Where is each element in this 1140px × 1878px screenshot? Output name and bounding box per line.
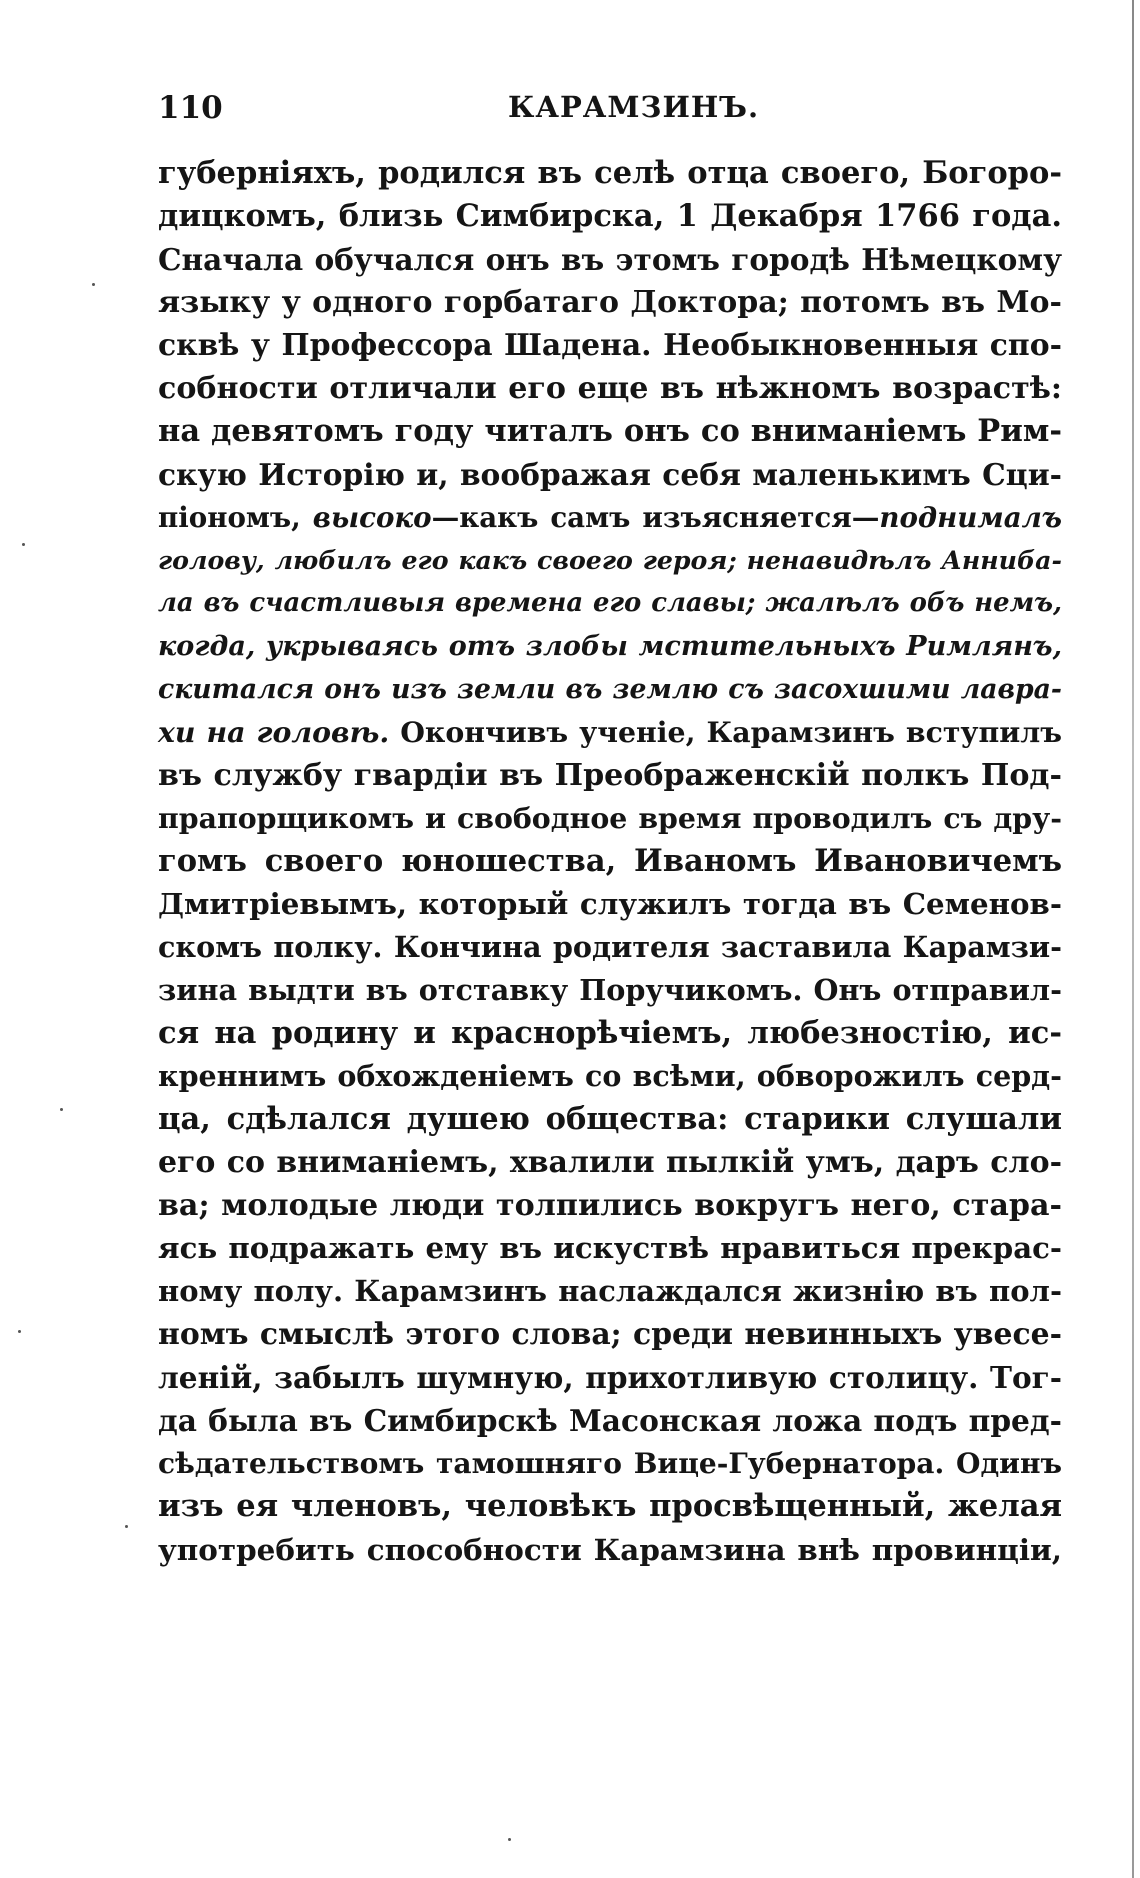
italic-segment: скитался онъ изъ земли въ землю съ засохшими лавра-	[158, 674, 1062, 705]
italic-segment: когда, укрываясь отъ злобы мстительныхъ Римлянъ,	[158, 631, 1062, 662]
text-line	[158, 926, 1062, 969]
text-segment: употребить способности Карамзина внѣ провинціи,	[158, 1532, 1062, 1567]
text-segment: его со вниманіемъ, хвалили пылкій умъ, даръ сло-	[158, 1145, 1062, 1180]
text-segment: Окончивъ ученіе, Карамзинъ вступилъ	[389, 715, 1062, 749]
text-line	[158, 1528, 1062, 1571]
text-segment: —какъ самъ изъясняется—	[431, 501, 880, 534]
text-segment: ясь подражать ему въ искуствѣ нравиться прекрас-	[158, 1231, 1062, 1265]
text-line	[158, 1141, 1062, 1184]
text-segment: гомъ своего юношества, Иваномъ Ивановичемъ	[158, 843, 1062, 879]
text-segment: Дмитріевымъ, который служилъ тогда въ Семенов-	[158, 887, 1062, 921]
text-line	[158, 754, 1062, 797]
text-segment: языку у одного горбатаго Доктора; потомъ въ Мо-	[158, 285, 1062, 320]
italic-segment: ла въ счастливыя времена его славы; жалѣлъ объ немъ,	[158, 588, 1062, 618]
text-line	[158, 625, 1062, 668]
italic-segment: голову, любилъ его какъ своего героя; ненавидѣлъ Анниба-	[158, 545, 1062, 575]
text-line	[158, 1098, 1062, 1141]
text-line	[158, 1270, 1062, 1313]
text-segment: номъ смыслѣ этого слова; среди невинныхъ увесе-	[158, 1317, 1062, 1352]
text-segment: сквѣ у Профессора Шадена. Необыкновенныя спо-	[158, 328, 1062, 363]
text-line	[158, 496, 1062, 539]
speck	[92, 283, 95, 286]
text-segment: скомъ полку. Кончина родителя заставила Карамзи-	[158, 930, 1062, 964]
text-segment: собности отличали его еще въ нѣжномъ возрастѣ:	[158, 371, 1062, 406]
text-segment: зина выдти въ отставку Поручикомъ. Онъ отправил-	[158, 973, 1062, 1007]
page-edge-shadow	[1132, 0, 1134, 1878]
text-line	[158, 281, 1062, 324]
page-header	[158, 90, 1058, 130]
speck	[125, 1525, 128, 1528]
text-segment: ся на родину и краснорѣчіемъ, любезностію, ис-	[158, 1015, 1062, 1051]
text-segment: ному полу. Карамзинъ наслаждался жизнію въ пол-	[158, 1274, 1062, 1308]
text-line	[158, 152, 1062, 195]
text-segment: дицкомъ, близь Симбирска, 1 Декабря 1766 года.	[158, 198, 1062, 234]
text-line	[158, 410, 1062, 453]
text-segment: ца, сдѣлался душею общества: старики слушали	[158, 1101, 1062, 1137]
speck	[18, 1330, 21, 1333]
text-line	[158, 1184, 1062, 1227]
text-line	[158, 1012, 1062, 1055]
text-line	[158, 453, 1062, 496]
text-segment: на девятомъ году читалъ онъ со вниманіемъ Рим-	[158, 413, 1062, 449]
text-line	[158, 1442, 1062, 1485]
text-line	[158, 539, 1062, 582]
text-line	[158, 1485, 1062, 1528]
text-segment: прапорщикомъ и свободное время проводилъ съ дру-	[158, 801, 1062, 835]
text-line	[158, 195, 1062, 238]
text-line	[158, 1055, 1062, 1098]
text-segment: леній, забылъ шумную, прихотливую столицу. Тог-	[158, 1360, 1062, 1395]
text-segment: креннимъ обхожденіемъ со всѣми, обворожилъ серд-	[158, 1059, 1062, 1093]
italic-segment: поднималъ	[879, 501, 1062, 534]
italic-segment: хи на головѣ.	[158, 715, 390, 749]
text-line	[158, 238, 1062, 281]
text-line	[158, 1227, 1062, 1270]
text-line	[158, 883, 1062, 926]
text-segment: Сначала обучался онъ въ этомъ городѣ Нѣмецкому	[158, 242, 1062, 277]
text-segment: въ службу гвардіи въ Преображенскій полкъ Под-	[158, 758, 1062, 793]
text-segment: губерніяхъ, родился въ селѣ отца своего, Богоро-	[158, 155, 1062, 191]
page-number: 110	[158, 90, 223, 126]
text-line	[158, 582, 1062, 625]
text-line	[158, 367, 1062, 410]
text-line	[158, 797, 1062, 840]
speck	[60, 1108, 63, 1111]
italic-segment: высоко	[312, 501, 432, 534]
text-line	[158, 1399, 1062, 1442]
text-line	[158, 840, 1062, 883]
body-text	[158, 152, 1062, 1571]
speck	[22, 543, 25, 546]
text-segment: да была въ Симбирскѣ Масонская ложа подъ пред-	[158, 1403, 1062, 1438]
text-segment: сѣдательствомъ тамошняго Вице-Губернатора. Одинъ	[158, 1447, 1062, 1480]
text-segment: изъ ея членовъ, человѣкъ просвѣщенный, желая	[158, 1488, 1062, 1524]
text-line	[158, 711, 1062, 754]
running-title: КАРАМЗИНЪ.	[508, 90, 760, 124]
text-segment: ва; молодые люди толпились вокругъ него, стара-	[158, 1188, 1062, 1223]
text-line	[158, 668, 1062, 711]
text-line	[158, 324, 1062, 367]
speck	[508, 1838, 511, 1841]
text-segment: скую Исторію и, воображая себя маленькимъ Сци-	[158, 457, 1062, 492]
text-line	[158, 969, 1062, 1012]
text-line	[158, 1356, 1062, 1399]
text-line	[158, 1313, 1062, 1356]
text-segment: піономъ,	[158, 501, 313, 534]
